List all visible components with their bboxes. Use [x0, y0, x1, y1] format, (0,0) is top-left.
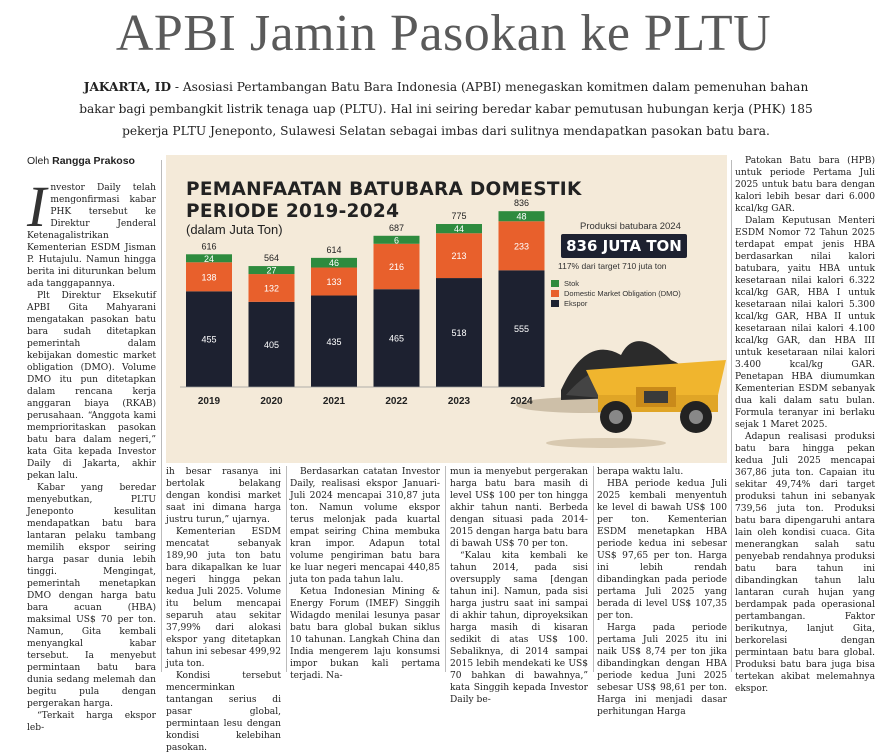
paragraph: Adapun realisasi produksi batu bara hingga pekan kedua Juli 2025 mencapai 367,86 juta ton. Capaian itu sekitar 49,74% dari target produksi tahun ini sebanyak 739,56 juta ton. Produksi batu bara dipengaruhi antara lain oleh kondisi cuaca. Gita menerangkan salah satu penyebab rendahnya produksi batu bara tahun ini dibandingkan tahun lalu lantaran curah hujan yang berdampak pada operasional pertambangan. Faktor berikutnya, lanjut Gita, berkorelasi dengan permintaan batu bara global. Produksi batu bara juga bisa tertekan akibat melemahnya ekspor. [735, 432, 875, 694]
bar-value-label: 465 [388, 333, 405, 344]
bar-value-label: 133 [326, 277, 342, 288]
paragraph: Plt Direktur Eksekutif APBI Gita Mahyarani mengatakan pasokan batu bara sudah ditetapkan pemerintah dalam kebijakan domestic market obligation (DMO). Volume DMO itu pun ditetapkan dalam rencana kerja anggaran biaya (RKAB) perusahaan. “Anggota kami memprioritaskan pasokan batu bara dalam negeri,” kata Gita kepada Investor Daily di Jakarta, akhir pekan lalu. [27, 291, 156, 481]
bar-value-label: 435 [326, 336, 342, 347]
paragraph: ih besar rasanya ini bertolak belakang dengan kondisi market saat ini dimana harga justru turun,” ujarnya. [166, 467, 281, 525]
dateline: JAKARTA, ID [83, 80, 172, 94]
bar-value-label: 216 [388, 261, 405, 272]
bar-value-label: 6 [393, 235, 400, 246]
bar-value-label: 555 [513, 324, 530, 335]
column-divider [161, 160, 162, 672]
chart-title-line1: PEMANFAATAN BATUBARA DOMESTIK [186, 179, 582, 200]
byline [27, 155, 135, 167]
paragraph: Patokan Batu bara (HPB) untuk periode Pertama Juli 2025 untuk batu bara dengan kalori lebih besar dari 6.000 kcal/kg GAR. [735, 156, 875, 214]
paragraph: HBA periode kedua Juli 2025 kembali menyentuh ke level di bawah US$ 100 per ton. Kementerian ESDM menetapkan HBA periode kedua ini sebesar US$ 97,65 per ton. Harga ini lebih rendah dibandingkan pada periode pertama Juli 2025 yang berada di level US$ 107,35 per ton. [597, 479, 727, 621]
paragraph: Kabar yang beredar menyebutkan, PLTU Jeneponto kesulitan mendapatkan batu bara lantaran pelaku tambang memilih ekspor seiring harga pasar dunia lebih tinggi. Mengingat, pemerintah menetapkan DMO dengan harga batu bara acuan (HBA) maksimal US$ 70 per ton. Namun, Gita kembali menyangkal kabar tersebut. Ia menyebut permintaan batu bara dunia sedang melemah dan begitu pula dengan pergerakan harga. [27, 483, 156, 709]
callout-note: 117% dari target 710 juta ton [558, 261, 667, 271]
paragraph: Kementerian ESDM mencatat sebanyak 189,90 juta ton batu bara dikapalkan ke luar negeri hingga pekan kedua Juli 2025. Volume itu belum mencapai separuh atau sekitar 37,99% dari alokasi ekspor yang ditetapkan tahun ini sebesar 499,92 juta ton. [166, 527, 281, 669]
legend-label: Stok [564, 278, 580, 288]
x-tick-label: 2023 [447, 396, 471, 407]
byline-prefix: Oleh [27, 155, 53, 167]
byline-author: Rangga Prakoso [52, 155, 135, 167]
article-column-6 [735, 155, 875, 694]
callout-label: Produksi batubara 2024 [580, 221, 681, 232]
paragraph: Dalam Keputusan Menteri ESDM Nomor 72 Tahun 2025 terdapat empat jenis HBA berdasarkan nilai kalori batubara, yaitu HBA untuk kesetaraan nilai kalori 6.322 kcal/kg GAR, HBA I untuk kesetaraan nilai kalori 5.300 kcal/kg GAR, HBA II untuk kesetaraan nilai kalori 4.100 kcal/kg GAR, dan HBA III untuk kesetaraan nilai kalori 3.400 kcal/kg GAR. Penetapan HBA diumumkan Kementerian ESDM sebanyak dua kali dalam satu bulan. Formula teranyar ini berlaku sejak 1 Maret 2025. [735, 216, 875, 430]
article-column-4 [450, 466, 588, 705]
bar-total-label: 836 [513, 198, 530, 209]
dropcap: I [27, 174, 47, 239]
column-divider [593, 466, 594, 672]
paragraph: nvestor Daily telah mengonfirmasi kabar PHK tersebut ke Direktur Jenderal Ketenagalistrikan Kementerian ESDM Jisman P. Hutajulu. Namun hingga berita ini diturunkan belum ada tanggapannya. [27, 183, 156, 289]
bar-total-label: 564 [263, 253, 280, 264]
coal-truck-illustration [516, 341, 726, 448]
bar-value-label: 44 [453, 224, 465, 235]
bar-value-label: 27 [266, 265, 277, 276]
lead-paragraph [76, 76, 816, 142]
bar-total-label: 616 [201, 241, 217, 252]
chart-panel [166, 155, 727, 463]
chart-title-line2: PERIODE 2019-2024 [186, 201, 400, 222]
legend-label: Ekspor [564, 298, 588, 308]
article-column-5 [597, 466, 727, 717]
x-tick-label: 2020 [260, 396, 283, 407]
bar-value-label: 48 [516, 211, 527, 222]
bar-total-label: 614 [326, 244, 342, 255]
paragraph: mun ia menyebut pergerakan harga batu bara masih di level US$ 100 per ton hingga akhir tahun nanti. Berbeda dengan situasi pada 2014-2015 dengan harga batu bara di bawah US$ 70 per ton. [450, 467, 588, 549]
bar-value-label: 132 [263, 283, 280, 294]
callout-value: 836 JUTA TON [561, 234, 687, 258]
headline: APBI Jamin Pasokan ke PLTU [115, 5, 772, 62]
paragraph: Kondisi tersebut mencerminkan tantangan serius di pasar global, permintaan lesu dengan kondisi kelebihan pasokan. [166, 671, 281, 753]
paragraph: “Kalau kita kembali ke tahun 2014, pada sisi oversupply sama [dengan tahun ini]. Namun, pada sisi harga justru saat ini sampai di akhir tahun, diproyeksikan harga masih di kisaran sedikit di atas US$ 100. Sebaliknya, di 2014 sampai 2015 lebih mendekati ke US$ 70 bahkan di bawahnya,” kata Singgih kepada Investor Daily be- [450, 551, 588, 705]
article-column-3 [290, 466, 440, 681]
bar-value-label: 455 [201, 334, 217, 345]
bar-total-label: 775 [451, 211, 467, 222]
column-divider [286, 466, 287, 672]
bar-value-label: 518 [451, 328, 467, 339]
bar-chart [166, 155, 727, 463]
paragraph: berapa waktu lalu. [597, 467, 684, 477]
column-divider [445, 466, 446, 672]
bar-value-label: 46 [328, 258, 340, 269]
legend-label: Domestic Market Obligation (DMO) [564, 288, 681, 298]
chart-subtitle: (dalam Juta Ton) [186, 222, 283, 237]
article-column-2 [166, 466, 281, 753]
bar-value-label: 138 [201, 272, 217, 283]
paragraph: “Terkait harga ekspor leb- [27, 711, 156, 733]
x-tick-label: 2019 [197, 396, 221, 407]
lead-text: - Asosiasi Pertambangan Batu Bara Indonesia (APBI) menegaskan komitmen dalam pemenuhan bahan bakar bagi pembangkit listrik tenaga uap (PLTU). Hal ini seiring beredar kabar pemutusan hubungan kerja (PHK) 185 pekerja PLTU Jeneponto, Sulawesi Selatan sebagai imbas dari sulitnya mendapatkan pasokan batu bara. [79, 80, 813, 138]
x-tick-label: 2022 [385, 396, 408, 407]
column-divider [731, 160, 732, 672]
bar-value-label: 213 [451, 251, 467, 262]
x-tick-label: 2024 [510, 396, 533, 407]
paragraph: Harga pada periode pertama Juli 2025 itu ini naik US$ 8,74 per ton jika dibandingkan dengan HBA periode kedua Juni 2025 sebesar US$ 98,61 per ton. Harga ini menjadi dasar perhitungan Harga [597, 623, 727, 717]
bar-value-label: 405 [263, 339, 280, 350]
bar-total-label: 687 [388, 222, 405, 233]
paragraph: Berdasarkan catatan Investor Daily, realisasi ekspor Januari-Juli 2024 mencapai 310,87 juta ton. Namun volume ekspor terus melonjak pada kuartal empat seiring China membuka kran impor. Adapun total volume pengiriman batu bara ke luar negeri mencapai 440,85 juta ton pada tahun lalu. [290, 467, 440, 585]
article-column-1 [27, 174, 156, 733]
paragraph: Ketua Indonesian Mining & Energy Forum (IMEF) Singgih Widagdo menilai lesunya pasar batu bara global bukan siklus 10 tahunan. Langkah China dan India mengerem laju konsumsi impor bukan kali pertama terjadi. Na- [290, 587, 440, 681]
bar-value-label: 233 [513, 241, 530, 252]
x-tick-label: 2021 [322, 396, 346, 407]
bar-value-label: 24 [203, 253, 215, 264]
